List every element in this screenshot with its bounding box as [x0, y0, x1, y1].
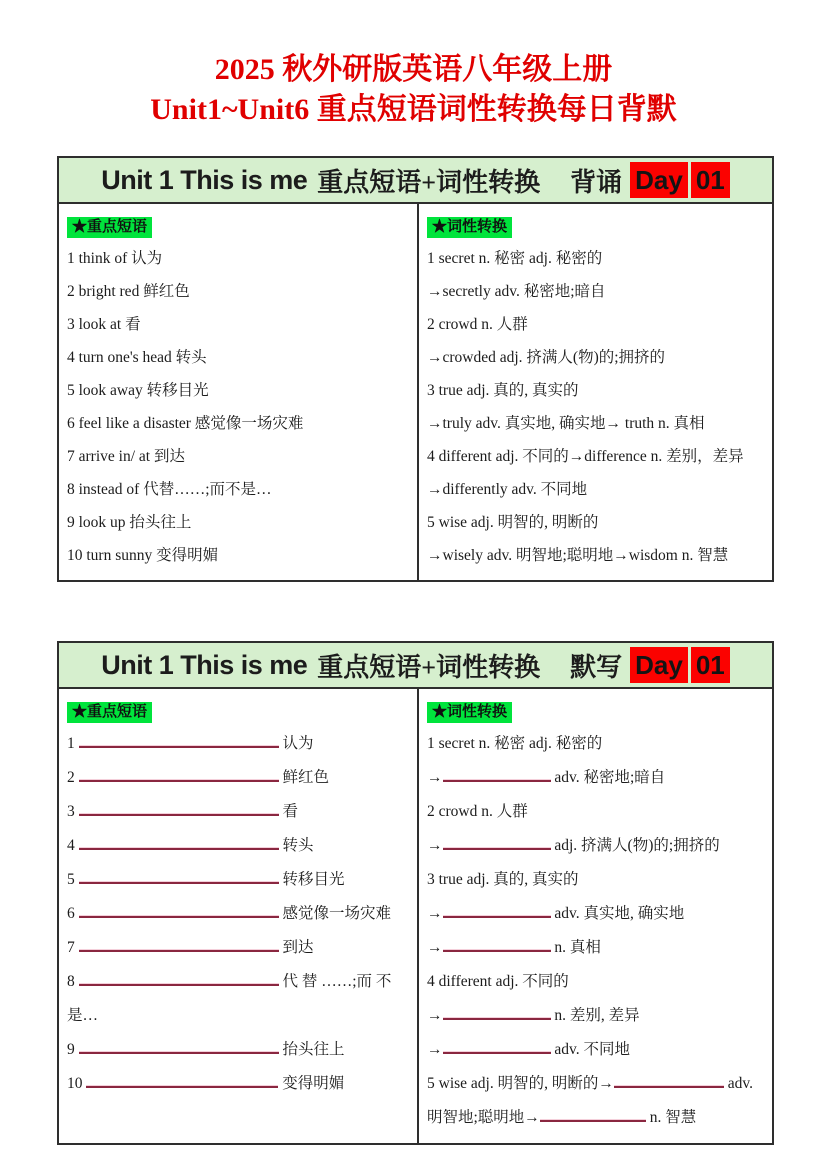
mode-label: 默写	[570, 652, 623, 682]
phrases-list	[67, 242, 407, 572]
fill-in-blank	[443, 937, 551, 952]
line-text: 4 different adj. 不同的→difference n. 差别，差异	[427, 448, 744, 465]
line-text: 7	[67, 939, 79, 956]
fill-in-blank	[79, 971, 279, 986]
content-line	[67, 761, 407, 795]
content-line	[67, 829, 407, 863]
line-text: 1 think of 认为	[67, 250, 163, 267]
line-text: →crowded adj. 挤满人(物)的;拥挤的	[427, 349, 666, 366]
phrases-column-header: ★重点短语	[67, 217, 152, 238]
content-line	[427, 999, 762, 1033]
table-body	[59, 204, 772, 580]
line-text: 3 true adj. 真的, 真实的	[427, 382, 579, 399]
title-line-2: Unit1~Unit6 重点短语词性转换每日背默	[150, 93, 677, 126]
fill-in-blank	[79, 903, 279, 918]
content-line	[67, 506, 407, 539]
line-text: 5 wise adj. 明智的, 明断的	[427, 514, 599, 531]
phrases-column-header: ★重点短语	[67, 702, 152, 723]
table-body	[59, 689, 772, 1143]
line-text: 9 look up 抬头往上	[67, 514, 192, 531]
fill-in-blank	[79, 835, 279, 850]
line-text: 7 arrive in/ at 到达	[67, 448, 185, 465]
conversions-column-header: ★词性转换	[427, 702, 512, 723]
content-line	[67, 1033, 407, 1067]
fill-in-blank	[79, 869, 279, 884]
content-line	[427, 341, 762, 374]
content-line	[427, 407, 762, 440]
line-text: 9	[67, 1041, 79, 1058]
conversions-list	[427, 242, 762, 572]
content-line	[67, 1067, 407, 1101]
fill-in-blank	[79, 937, 279, 952]
line-text: 看	[278, 803, 299, 820]
content-line	[427, 275, 762, 308]
fill-in-blank	[79, 1039, 279, 1054]
content-line	[67, 863, 407, 897]
line-text: →	[427, 1007, 443, 1024]
unit-title: Unit 1 This is me	[101, 164, 308, 195]
line-text: 1 secret n. 秘密 adj. 秘密的	[427, 735, 603, 752]
line-text: 3	[67, 803, 79, 820]
line-text: 代 替 ……;而 不 是…	[67, 973, 392, 1024]
content-line	[67, 440, 407, 473]
line-text: 变得明媚	[278, 1075, 345, 1092]
subject-title: 重点短语+词性转换	[317, 167, 541, 197]
line-text: 认为	[278, 735, 314, 752]
line-text: 感觉像一场灾难	[278, 905, 392, 922]
content-line	[427, 539, 762, 572]
content-line	[67, 374, 407, 407]
phrases-column	[59, 204, 419, 580]
content-line	[67, 407, 407, 440]
day-number-badge: 01	[691, 647, 730, 683]
line-text: 转头	[278, 837, 314, 854]
table-header	[59, 643, 772, 689]
day-number-badge: 01	[691, 162, 730, 198]
line-text: →wisely adv. 明智地;聪明地→wisdom n. 智慧	[427, 547, 729, 564]
content-line	[427, 308, 762, 341]
day-badge: Day	[630, 162, 688, 198]
content-line	[427, 829, 762, 863]
line-text: adj. 挤满人(物)的;拥挤的	[550, 837, 720, 854]
conversions-list	[427, 727, 762, 1135]
line-text: 鲜红色	[278, 769, 330, 786]
fill-in-blank	[443, 767, 551, 782]
content-line	[427, 374, 762, 407]
fill-in-blank	[79, 733, 279, 748]
line-text: adv. 明智地;聪明地→	[427, 1075, 753, 1126]
content-line	[67, 795, 407, 829]
line-text: 3 true adj. 真的, 真实的	[427, 871, 579, 888]
content-line	[427, 897, 762, 931]
content-line	[67, 275, 407, 308]
line-text: 4 turn one's head 转头	[67, 349, 207, 366]
mode-label: 背诵	[570, 167, 623, 197]
line-text: adv. 秘密地;暗自	[550, 769, 666, 786]
day-badge: Day	[630, 647, 688, 683]
content-line	[427, 440, 762, 473]
line-text: 5	[67, 871, 79, 888]
line-text: →	[427, 837, 443, 854]
table-dictation-day01	[57, 641, 774, 1145]
line-text: 3 look at 看	[67, 316, 141, 333]
line-text: 6 feel like a disaster 感觉像一场灾难	[67, 415, 304, 432]
title-line-1: 2025 秋外研版英语八年级上册	[214, 53, 613, 86]
line-text: 1 secret n. 秘密 adj. 秘密的	[427, 250, 603, 267]
line-text: 2 bright red 鲜红色	[67, 283, 190, 300]
content-line	[427, 473, 762, 506]
fill-in-blank	[443, 1005, 551, 1020]
line-text: →	[427, 939, 443, 956]
fill-in-blank	[79, 767, 279, 782]
fill-in-blank	[86, 1073, 278, 1088]
phrases-list	[67, 727, 407, 1101]
phrases-column	[59, 689, 419, 1143]
document-title	[0, 0, 827, 130]
line-text: 8	[67, 973, 79, 990]
fill-in-blank	[614, 1073, 724, 1088]
line-text: 10	[67, 1075, 87, 1092]
line-text: →differently adv. 不同地	[427, 481, 588, 498]
content-line	[427, 506, 762, 539]
line-text: adv. 真实地, 确实地	[550, 905, 685, 922]
line-text: →	[427, 769, 443, 786]
content-line	[67, 931, 407, 965]
line-text: →truly adv. 真实地, 确实地→ truth n. 真相	[427, 415, 705, 432]
content-line	[427, 727, 762, 761]
subject-title: 重点短语+词性转换	[317, 652, 541, 682]
content-line	[427, 863, 762, 897]
line-text: 6	[67, 905, 79, 922]
content-line	[427, 1033, 762, 1067]
content-line	[67, 539, 407, 572]
content-line	[427, 761, 762, 795]
line-text: →secretly adv. 秘密地;暗自	[427, 283, 606, 300]
line-text: 5 wise adj. 明智的, 明断的→	[427, 1075, 614, 1092]
line-text: n. 真相	[550, 939, 601, 956]
line-text: →	[427, 905, 443, 922]
table-header	[59, 158, 772, 204]
line-text: 4 different adj. 不同的	[427, 973, 569, 990]
content-line	[67, 965, 407, 1033]
content-line	[67, 897, 407, 931]
line-text: n. 差别, 差异	[550, 1007, 640, 1024]
content-line	[427, 965, 762, 999]
line-text: n. 智慧	[645, 1109, 697, 1126]
line-text: 4	[67, 837, 79, 854]
line-text: adv. 不同地	[550, 1041, 630, 1058]
line-text: 10 turn sunny 变得明媚	[67, 547, 219, 564]
line-text: 5 look away 转移目光	[67, 382, 209, 399]
unit-title: Unit 1 This is me	[101, 649, 308, 680]
fill-in-blank	[443, 1039, 551, 1054]
line-text: →	[427, 1041, 443, 1058]
line-text: 8 instead of 代替……;而不是…	[67, 481, 272, 498]
conversions-column	[419, 204, 772, 580]
line-text: 到达	[278, 939, 314, 956]
content-line	[427, 242, 762, 275]
line-text: 2	[67, 769, 79, 786]
line-text: 2 crowd n. 人群	[427, 316, 528, 333]
fill-in-blank	[79, 801, 279, 816]
conversions-column	[419, 689, 772, 1143]
content-line	[67, 473, 407, 506]
line-text: 2 crowd n. 人群	[427, 803, 528, 820]
content-line	[67, 727, 407, 761]
line-text: 抬头往上	[278, 1041, 345, 1058]
line-text: 1	[67, 735, 79, 752]
fill-in-blank	[443, 835, 551, 850]
content-line	[67, 242, 407, 275]
content-line	[427, 795, 762, 829]
content-line	[427, 931, 762, 965]
fill-in-blank	[540, 1107, 646, 1122]
content-line	[67, 341, 407, 374]
content-line	[67, 308, 407, 341]
fill-in-blank	[443, 903, 551, 918]
table-recite-day01	[57, 156, 774, 582]
line-text: 转移目光	[278, 871, 345, 888]
content-line	[427, 1067, 762, 1135]
conversions-column-header: ★词性转换	[427, 217, 512, 238]
